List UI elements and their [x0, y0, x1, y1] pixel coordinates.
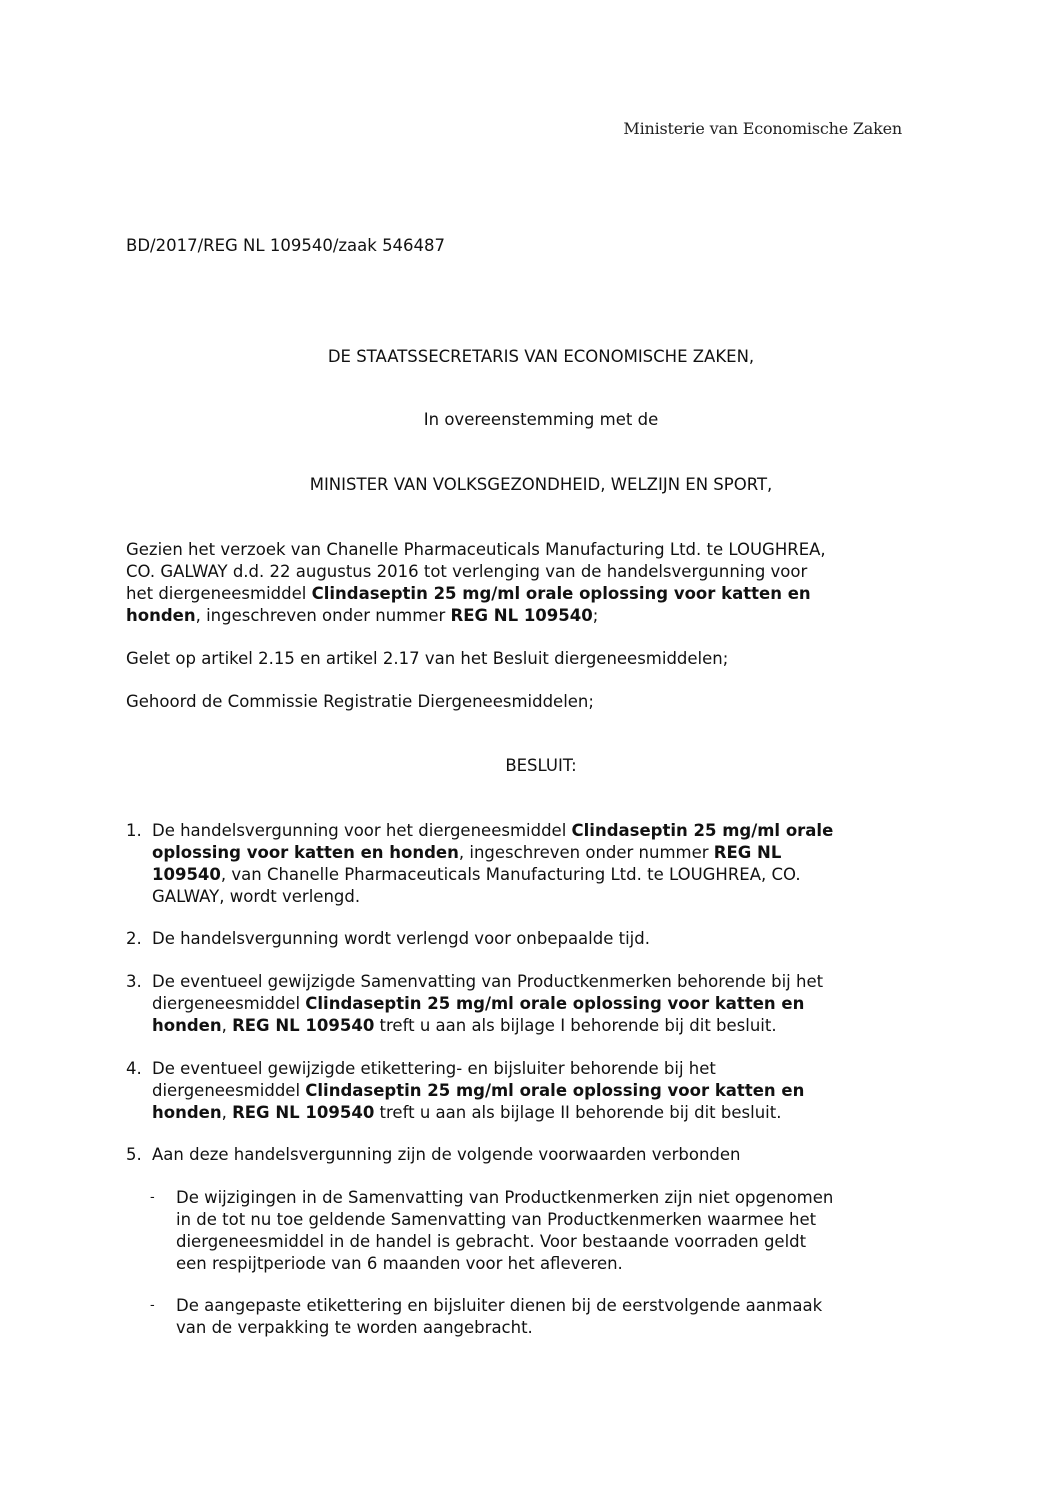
item-number: 5.	[126, 1145, 142, 1164]
text: in de tot nu toe geldende Samenvatting van Productkenmerken waarmee het	[176, 1210, 817, 1229]
text: De eventueel gewijzigde etikettering- en bijsluiter behorende bij het	[152, 1059, 716, 1078]
dash-bullet: -	[150, 1190, 155, 1205]
reference-number: BD/2017/REG NL 109540/zaak 546487	[126, 236, 446, 255]
text: ,	[221, 1016, 233, 1035]
dash-bullet: -	[150, 1298, 155, 1313]
registration-number: REG NL	[713, 843, 782, 862]
text: Aan deze handelsvergunning zijn de volgende voorwaarden verbonden	[152, 1145, 741, 1164]
item-number: 2.	[126, 929, 142, 948]
text: , van Chanelle Pharmaceuticals Manufacturing Ltd. te LOUGHREA, CO.	[220, 865, 801, 884]
ministry-header: Ministerie van Economische Zaken	[623, 119, 902, 138]
product-name: Clindaseptin 25 mg/ml orale oplossing voor katten en	[305, 994, 805, 1013]
item-number: 4.	[126, 1059, 142, 1078]
title-decision: BESLUIT:	[505, 756, 577, 775]
text: De eventueel gewijzigde Samenvatting van Productkenmerken behorende bij het	[152, 972, 824, 991]
text: , ingeschreven onder nummer	[458, 843, 714, 862]
preamble-commission: Gehoord de Commissie Registratie Diergeneesmiddelen;	[126, 692, 594, 711]
product-name: honden	[126, 606, 196, 625]
title-secretary: DE STAATSSECRETARIS VAN ECONOMISCHE ZAKEN,	[327, 347, 755, 366]
title-agreement: In overeenstemming met de	[423, 410, 659, 429]
text: GALWAY, wordt verlengd.	[152, 887, 361, 906]
preamble-article: Gelet op artikel 2.15 en artikel 2.17 van het Besluit diergeneesmiddelen;	[126, 649, 729, 668]
title-minister: MINISTER VAN VOLKSGEZONDHEID, WELZIJN EN SPORT,	[309, 475, 773, 494]
text: Gezien het verzoek van Chanelle Pharmaceuticals Manufacturing Ltd. te LOUGHREA,	[126, 540, 826, 559]
product-name: honden	[152, 1103, 222, 1122]
item-number: 1.	[126, 821, 142, 840]
text: diergeneesmiddel in de handel is gebracht. Voor bestaande voorraden geldt	[176, 1232, 807, 1251]
product-name: honden	[152, 1016, 222, 1035]
registration-number: REG NL 109540	[450, 606, 593, 625]
text: CO. GALWAY d.d. 22 augustus 2016 tot verlenging van de handelsvergunning voor	[126, 562, 808, 581]
registration-number: 109540	[152, 865, 221, 884]
product-name: Clindaseptin 25 mg/ml orale	[571, 821, 834, 840]
text: De handelsvergunning voor het diergeneesmiddel	[152, 821, 572, 840]
product-name: Clindaseptin 25 mg/ml orale oplossing voor katten en	[305, 1081, 805, 1100]
item-number: 3.	[126, 972, 142, 991]
preamble-request	[126, 539, 916, 627]
product-name: oplossing voor katten en honden	[152, 843, 459, 862]
text: ,	[221, 1103, 233, 1122]
text: De handelsvergunning wordt verlengd voor onbepaalde tijd.	[152, 929, 650, 948]
text: ;	[592, 606, 599, 625]
registration-number: REG NL 109540	[232, 1103, 375, 1122]
text: treft u aan als bijlage I behorende bij dit besluit.	[374, 1016, 777, 1035]
text: van de verpakking te worden aangebracht.	[176, 1318, 533, 1337]
text: , ingeschreven onder nummer	[195, 606, 451, 625]
product-name: Clindaseptin 25 mg/ml orale oplossing voor katten en	[311, 584, 811, 603]
text: het diergeneesmiddel	[126, 584, 312, 603]
text: diergeneesmiddel	[152, 1081, 306, 1100]
text: treft u aan als bijlage II behorende bij dit besluit.	[374, 1103, 782, 1122]
text: een respijtperiode van 6 maanden voor het afleveren.	[176, 1254, 623, 1273]
text: De wijzigingen in de Samenvatting van Productkenmerken zijn niet opgenomen	[176, 1188, 834, 1207]
text: De aangepaste etikettering en bijsluiter dienen bij de eerstvolgende aanmaak	[176, 1296, 823, 1315]
registration-number: REG NL 109540	[232, 1016, 375, 1035]
text: diergeneesmiddel	[152, 994, 306, 1013]
